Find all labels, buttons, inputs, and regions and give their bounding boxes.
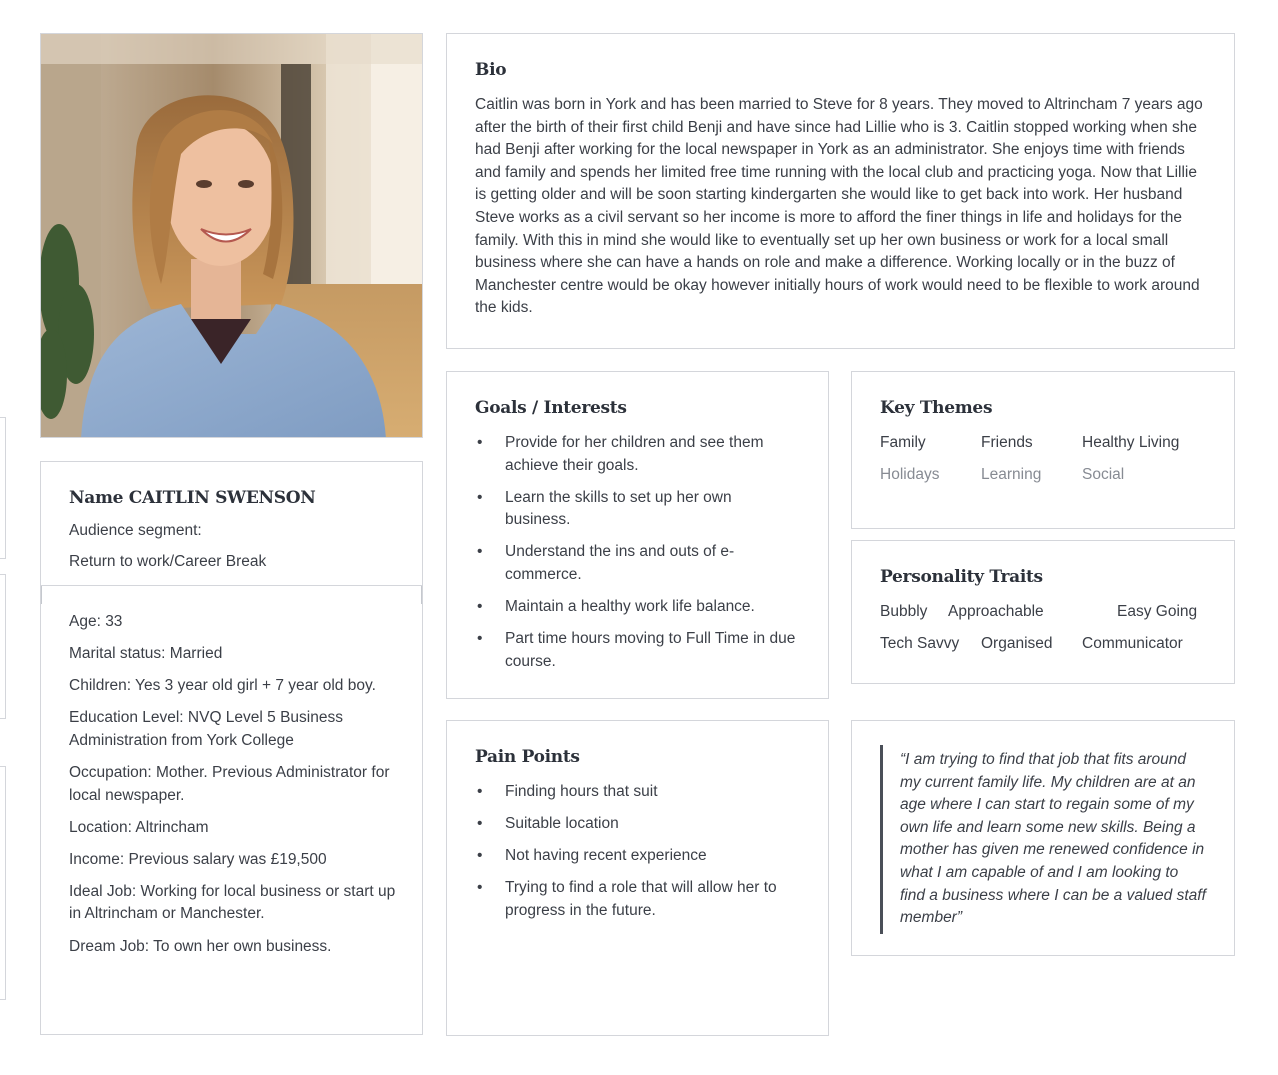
quote-card (851, 720, 1235, 956)
offscreen-card-edge (0, 417, 6, 559)
offscreen-card-edge (0, 766, 6, 1000)
name-label: Name (69, 488, 124, 508)
trait-tag: Bubbly (880, 603, 928, 620)
trait-tag: Easy Going (1117, 603, 1198, 620)
theme-tag: Social (1082, 466, 1125, 483)
list-item: • Trying to find a role that will allow her to progress in the future. (475, 877, 800, 922)
trait-tag: Communicator (1082, 635, 1183, 652)
name-value: CAITLIN SWENSON (128, 488, 316, 508)
personality-traits-card (851, 540, 1235, 684)
list-item: • Provide for her children and see them achieve their goals. (475, 432, 800, 477)
list-item: • Understand the ins and outs of e-commerce. (475, 541, 800, 586)
goals-card (446, 371, 829, 699)
bio-card (446, 33, 1235, 349)
trait-tag: Tech Savvy (880, 635, 960, 652)
key-themes-card (851, 371, 1235, 529)
list-item: • Not having recent experience (475, 845, 800, 868)
theme-tag: Holidays (880, 466, 940, 483)
fact-marital-status: Marital status: Married (69, 645, 223, 663)
list-item: • Suitable location (475, 813, 800, 836)
traits-row (880, 601, 1206, 623)
bio-text: Caitlin was born in York and has been married to Steve for 8 years. They moved to Altrincham 7 years ago after the birth of their first child Benji and have since had Lillie who is 3. Caitlin stopped working when she had Benji after working for the local newspaper in York as an administrator. She enjoys time with friends and family and spends her limited free time running with the local club and practicing yoga. Now that Lillie is getting older and will be soon starting kindergarten she would like to get back into work. Her husband Steve works as a civil servant so her income is more to afford the finer things in life and holidays for the family. With this in mind she would like to eventually set up her own business or work for a local small business where she can have a hands on role and make a difference. Working locally or in the buzz of Manchester centre would be okay however initially hours of work would need to be flexible to work around the kids. (475, 96, 1203, 317)
fact-occupation: Occupation: Mother. Previous Administrator for local newspaper. (69, 763, 390, 804)
pain-points-list (475, 781, 800, 922)
fact-dream-job: Dream Job: To own her own business. (69, 937, 332, 955)
profile-facts (69, 611, 398, 968)
fact-location: Location: Altrincham (69, 818, 209, 836)
bio-title: Bio (475, 60, 507, 80)
profile-divider (41, 585, 422, 604)
theme-tag: Family (880, 434, 926, 451)
goals-title: Goals / Interests (475, 398, 627, 418)
theme-tag: Healthy Living (1082, 434, 1180, 451)
fact-age: Age: 33 (69, 613, 123, 630)
fact-children: Children: Yes 3 year old girl + 7 year old boy. (69, 677, 376, 695)
theme-tag: Learning (981, 466, 1042, 483)
list-item: • Finding hours that suit (475, 781, 800, 804)
list-item: • Learn the skills to set up her own business. (475, 487, 800, 532)
trait-tag: Organised (981, 635, 1053, 652)
personality-traits-title: Personality Traits (880, 567, 1043, 587)
persona-quote: “I am trying to find that job that fits around my current family life. My children are at an age where I can start to regain some of my own life and learn some new skills. Being a mother has given me renewed confidence in what I am capable of and I am looking to find a business where I can be a valued staff member” (880, 745, 1206, 934)
fact-education: Education Level: NVQ Level 5 Business Administration from York College (69, 709, 343, 749)
persona-name (69, 488, 394, 508)
pain-points-card (446, 720, 829, 1036)
list-item: • Part time hours moving to Full Time in due course. (475, 628, 800, 673)
profile-card (40, 461, 423, 1035)
list-item: • Maintain a healthy work life balance. (475, 596, 800, 619)
traits-row (880, 633, 1206, 655)
key-themes-list (880, 432, 1206, 486)
key-themes-title: Key Themes (880, 398, 993, 418)
trait-tag: Approachable (948, 603, 1044, 620)
theme-tag: Friends (981, 434, 1033, 451)
fact-ideal-job: Ideal Job: Working for local business or start up in Altrincham or Manchester. (69, 882, 396, 923)
fact-income: Income: Previous salary was £19,500 (69, 850, 327, 868)
pain-points-title: Pain Points (475, 747, 580, 767)
audience-segment-value: Return to work/Career Break (69, 553, 267, 570)
audience-segment-label: Audience segment: (69, 522, 202, 539)
offscreen-card-edge (0, 574, 6, 719)
goals-list (475, 432, 800, 673)
persona-photo (40, 33, 423, 438)
